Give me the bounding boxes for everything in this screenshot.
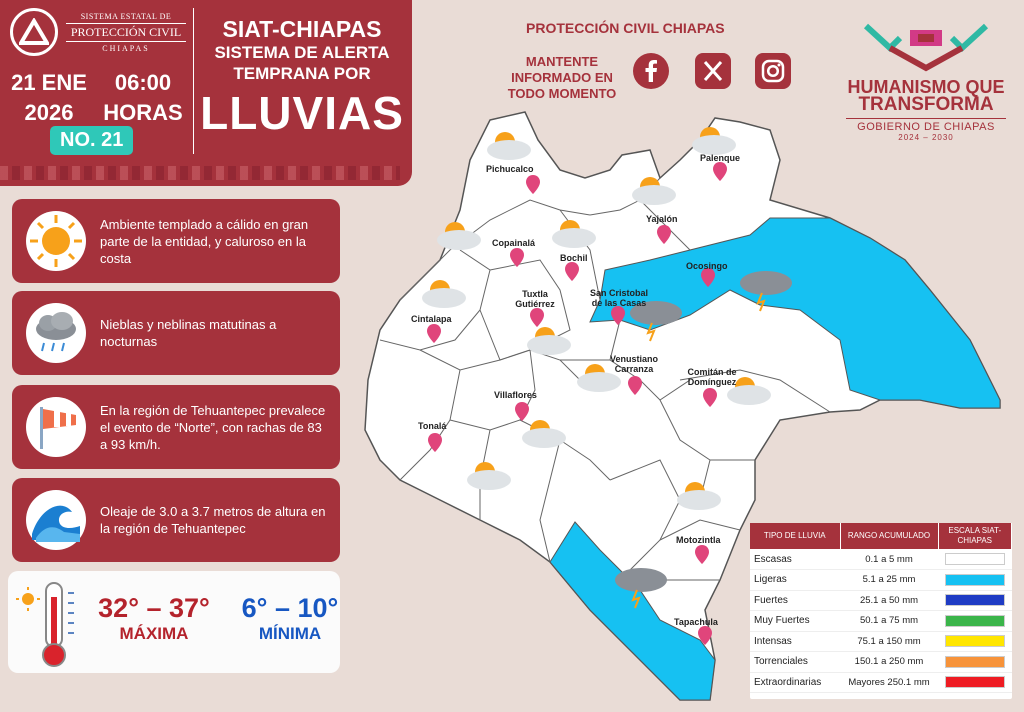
- instagram-icon[interactable]: [754, 52, 792, 90]
- decorative-pattern: [0, 166, 400, 180]
- legend-swatch: [945, 615, 1005, 627]
- legend-type: Torrenciales: [750, 652, 840, 673]
- bulletin-date: [6, 68, 92, 128]
- town-label: Venustiano Carranza: [609, 354, 658, 374]
- title-line2: SISTEMA DE ALERTA TEMPRANA POR: [214, 43, 390, 83]
- town-label: Cintalapa: [411, 314, 452, 324]
- legend-header-type: TIPO DE LLUVIA: [750, 523, 840, 549]
- legend-header-range: RANGO ACUMULADO: [840, 523, 938, 549]
- gov-line3: GOBIERNO DE CHIAPAS: [846, 118, 1006, 133]
- title-line1: SIAT-CHIAPAS: [222, 16, 382, 42]
- bulletin-number-badge: NO. 21: [50, 126, 133, 155]
- legend-swatch: [945, 553, 1005, 565]
- legend-swatch: [945, 594, 1005, 606]
- info-card-fog: [12, 291, 340, 375]
- legend-range: 50.1 a 75 mm: [840, 611, 938, 632]
- time-line1: 06:00: [114, 70, 172, 95]
- mantente-informado-text: MANTENTE INFORMADO EN TODO MOMENTO: [507, 54, 617, 101]
- header-panel: [0, 0, 412, 186]
- town-label: Bochil: [560, 253, 588, 263]
- legend-row: [750, 631, 1012, 652]
- town-label: Pichucalco: [486, 164, 534, 174]
- legend-swatch: [945, 635, 1005, 647]
- card-text: En la región de Tehuantepec prevalece el evento de “Norte”, con rachas de 83 a 93 km/h.: [100, 402, 326, 452]
- legend-swatch: [945, 676, 1005, 688]
- info-card-wind: [12, 385, 340, 469]
- town-label: Copainalá: [492, 238, 536, 248]
- legend-range: Mayores 250.1 mm: [840, 672, 938, 693]
- min-temperature-label: MÍNIMA: [258, 624, 322, 643]
- info-card-temperature: [12, 199, 340, 283]
- gov-line1: HUMANISMO QUE: [847, 77, 1005, 97]
- legend-swatch: [945, 656, 1005, 668]
- min-temperature-value: 6° – 10°: [241, 593, 339, 623]
- max-temperature-value: 32° – 37°: [98, 593, 210, 623]
- legend-row: [750, 672, 1012, 693]
- town-label: Motozintla: [676, 535, 721, 545]
- town-label: Villaflores: [494, 390, 537, 400]
- legend-type: Ligeras: [750, 570, 840, 591]
- max-temperature-label: MÁXIMA: [119, 624, 189, 643]
- time-line2: HORAS: [103, 100, 183, 125]
- legend-header-scale: ESCALA SIAT-CHIAPAS: [938, 523, 1012, 549]
- legend-range: 150.1 a 250 mm: [840, 652, 938, 673]
- card-text: Oleaje de 3.0 a 3.7 metros de altura en la región de Tehuantepec: [100, 504, 326, 536]
- date-line1: 21 ENE: [11, 70, 87, 95]
- min-temperature: [234, 593, 346, 644]
- legend-range: 75.1 a 150 mm: [840, 631, 938, 652]
- town-label: Ocosingo: [686, 261, 728, 271]
- max-temperature: [88, 593, 220, 644]
- proteccion-civil-logo: [8, 6, 188, 58]
- legend-type: Muy Fuertes: [750, 611, 840, 632]
- legend-range: 0.1 a 5 mm: [840, 549, 938, 570]
- gov-line4: 2024 – 2030: [898, 133, 954, 142]
- sun-icon: [20, 207, 92, 275]
- card-text: Ambiente templado a cálido en gran parte de la entidad, y caluroso en la costa: [100, 216, 309, 266]
- proteccion-civil-title: PROTECCIÓN CIVIL CHIAPAS: [526, 20, 725, 36]
- legend-row: [750, 570, 1012, 591]
- legend-row: [750, 549, 1012, 570]
- x-icon[interactable]: [694, 52, 732, 90]
- legend-type: Fuertes: [750, 590, 840, 611]
- info-card-waves: [12, 478, 340, 562]
- town-label: Tonalá: [418, 421, 447, 431]
- bulletin-time: [98, 68, 188, 128]
- legend-range: 25.1 a 50 mm: [840, 590, 938, 611]
- legend-row: [750, 652, 1012, 673]
- logo-line1: SISTEMA ESTATAL DE: [80, 12, 172, 21]
- town-label: Yajalón: [646, 214, 678, 224]
- title-line3: LLUVIAS: [200, 87, 404, 139]
- town-label: Tapachula: [674, 617, 718, 627]
- legend-range: 5.1 a 25 mm: [840, 570, 938, 591]
- logo-line3: CHIAPAS: [102, 44, 150, 53]
- town-label: Tuxtla Gutiérrez: [515, 289, 555, 309]
- temperature-card: [8, 571, 340, 673]
- logo-line2: PROTECCIÓN CIVIL: [66, 23, 186, 42]
- government-emblem-icon: [860, 20, 992, 74]
- date-line2: 2026: [24, 100, 74, 125]
- gov-line2: TRANSFORMA: [858, 94, 994, 115]
- windsock-icon: [20, 393, 92, 461]
- wave-icon: [20, 486, 92, 554]
- legend-row: [750, 611, 1012, 632]
- town-label: Comitán de Domínguez: [687, 367, 737, 387]
- fog-cloud-icon: [20, 299, 92, 367]
- town-label: San Cristobal de las Casas: [589, 288, 648, 308]
- card-text: Nieblas y neblinas matutinas a nocturnas: [100, 317, 277, 349]
- legend-type: Extraordinarias: [750, 672, 840, 693]
- legend-type: Intensas: [750, 631, 840, 652]
- legend-type: Escasas: [750, 549, 840, 570]
- town-label: Palenque: [700, 153, 741, 163]
- legend-row: [750, 590, 1012, 611]
- header-divider: [193, 8, 194, 154]
- rain-legend: [750, 523, 1012, 699]
- thermometer-icon: [16, 577, 80, 669]
- triangle-logo-icon: [10, 8, 58, 56]
- facebook-icon[interactable]: [632, 52, 670, 90]
- legend-swatch: [945, 574, 1005, 586]
